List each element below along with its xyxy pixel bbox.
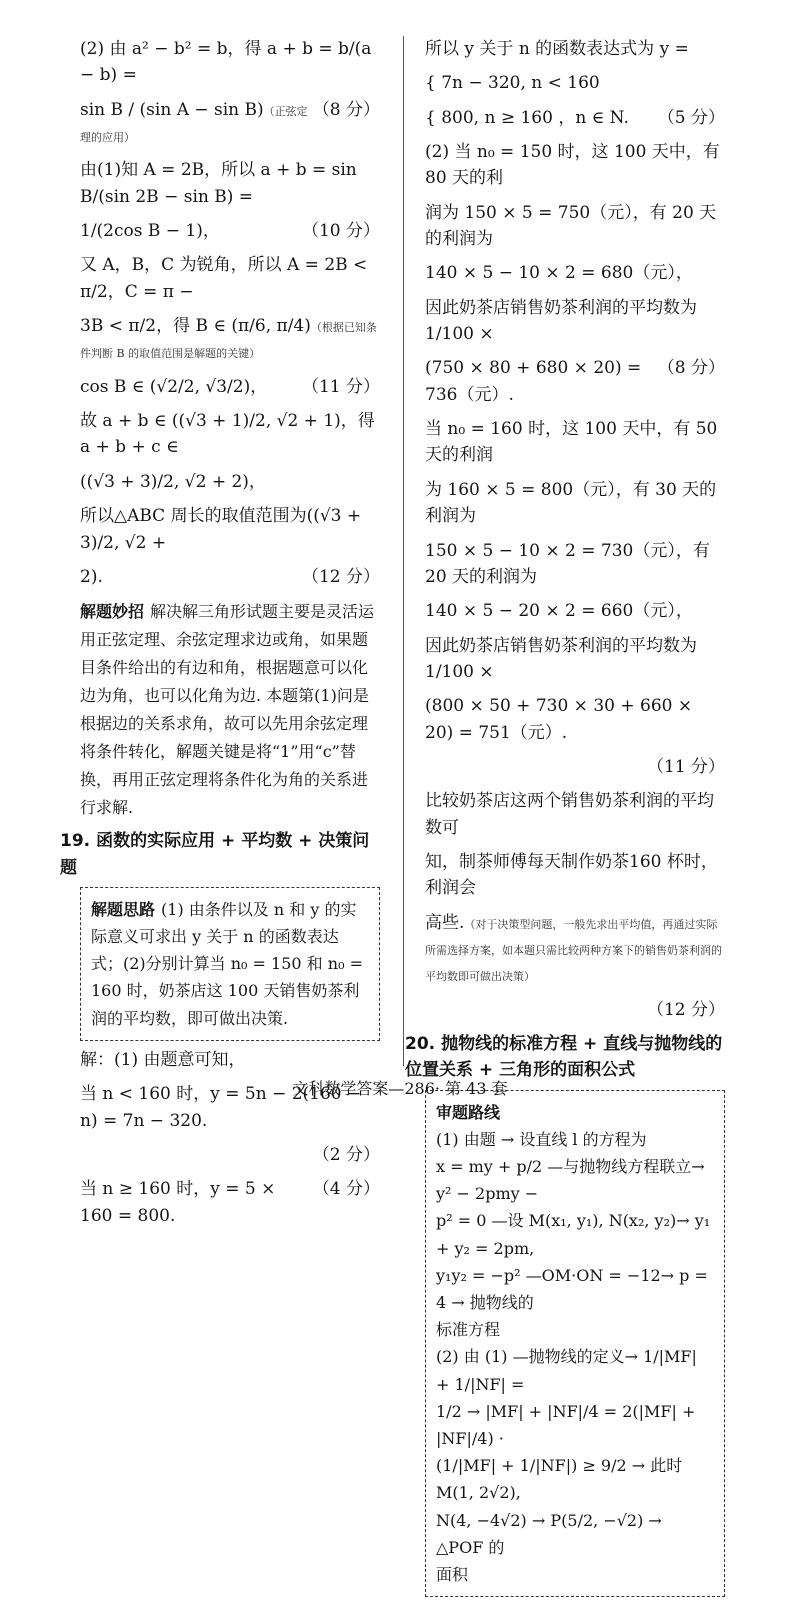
route-line: x = my + p/2 —与抛物线方程联立→ y² − 2pmy −: [436, 1157, 705, 1204]
text-line: [80, 252, 380, 305]
route-line: (2) 由 (1) —抛物线的定义→ 1/|MF| + 1/|NF| =: [436, 1347, 697, 1394]
question-19-title: 19. 函数的实际应用 + 平均数 + 决策问题: [60, 831, 370, 878]
line-text: 知，制茶师傅每天制作奶茶160 杯时，利润会: [425, 851, 718, 899]
line-text: (2) 当 n₀ = 150 时，这 100 天中，有 80 天的利: [425, 142, 720, 189]
line-text: 高些.: [425, 912, 465, 933]
text-line: [80, 374, 380, 400]
line-text: 润为 150 × 5 = 750（元），有 20 天的利润为: [425, 202, 717, 250]
score-label: （11 分）: [646, 756, 725, 777]
text-line: [425, 598, 725, 624]
text-line: [425, 105, 725, 131]
line-text: 因此奶茶店销售奶茶利润的平均数为 1/100 ×: [425, 297, 697, 345]
text-line: [425, 910, 725, 989]
route-line: 面积: [436, 1564, 469, 1584]
text-line: [425, 355, 725, 408]
text-line: [425, 139, 725, 192]
solution-19-part2: [425, 36, 725, 1023]
line-text: 1/(2cos B − 1)，: [80, 221, 220, 242]
score-label: （10 分）: [301, 221, 380, 242]
line-text: cos B ∈ (√2/2, √3/2)，: [80, 376, 268, 397]
route-line: p² = 0 —设 M(x₁, y₁), N(x₂, y₂)→ y₁ + y₂ = 2pm,: [436, 1211, 711, 1258]
text-line: [80, 157, 380, 210]
text-line: [80, 313, 380, 366]
text-line: [80, 97, 380, 150]
text-line: [80, 408, 380, 461]
solution-18-part2: [80, 36, 380, 590]
text-line: [80, 1047, 380, 1073]
line-text: 又 A，B，C 为锐角，所以 A = 2B < π/2，C = π −: [80, 255, 368, 302]
question-number: 20.: [405, 1034, 436, 1054]
line-text: 140 × 5 − 10 × 2 = 680（元），: [425, 263, 693, 284]
route-line: 1/2 → |MF| + |NF|/4 = 2(|MF| + |NF|/4) ·: [436, 1401, 696, 1448]
line-text: 故 a + b ∈ ((√3 + 1)/2, √2 + 1)，得 a + b + c ∈: [80, 411, 375, 458]
score-label: （8 分）: [657, 358, 725, 379]
line-text: 2).: [80, 566, 103, 587]
left-column: [60, 36, 380, 1237]
score-label: （8 分）: [312, 99, 380, 120]
line-text: (750 × 80 + 680 × 20) = 736（元）.: [425, 358, 642, 405]
line-text: 3B < π/2，得 B ∈ (π/6, π/4): [80, 316, 311, 337]
score-label: （4 分）: [312, 1179, 380, 1200]
text-line: [425, 849, 725, 902]
text-line: [80, 469, 380, 495]
box-label: 审题路线: [436, 1102, 501, 1122]
line-text: 为 160 × 5 = 800（元），有 30 天的利润为: [425, 479, 717, 527]
line-text: 由(1)知 A = 2B，所以 a + b = sin B/(sin 2B − sin B) =: [80, 160, 357, 207]
solution-approach-box: [80, 887, 380, 1041]
line-text: sin B / (sin A − sin B): [80, 99, 264, 120]
route-line: 标准方程: [436, 1320, 501, 1340]
line-text: 比较奶茶店这两个销售奶茶利润的平均数可: [425, 791, 714, 838]
text-line: [425, 788, 725, 841]
line-text: ((√3 + 3)/2, √2 + 2)，: [80, 471, 266, 492]
solving-tip: [80, 598, 380, 822]
text-line: [425, 477, 725, 530]
line-text: 140 × 5 − 20 × 2 = 660（元），: [425, 601, 693, 622]
score-label: （2 分）: [312, 1144, 380, 1165]
page-footer: 文科数学答案—286· 第 43 套: [292, 1079, 508, 1099]
line-text: 150 × 5 − 10 × 2 = 730（元），有 20 天的利润为: [425, 540, 710, 587]
text-line: [80, 1176, 380, 1229]
annotation-note: （根据已知条件判断 B 的取值范围是解题的关键）: [80, 321, 377, 361]
text-line: [425, 693, 725, 746]
text-line: [425, 416, 725, 469]
score-label: （12 分）: [301, 566, 380, 587]
right-column: [405, 36, 725, 1603]
route-line: (1/|MF| + 1/|NF|) ≥ 9/2 → 此时 M(1, 2√2),: [436, 1456, 683, 1503]
box-text: (1) 由条件以及 n 和 y 的实际意义可求出 y 关于 n 的函数表达式；(2)分别计算当 n₀ = 150 和 n₀ = 160 时，奶茶店这 100 天销售奶茶利润的平均数，即可做出决策.: [91, 899, 363, 1028]
line-text: { 800, n ≥ 160 ，n ∈ N.: [425, 107, 629, 128]
problem-route-box: [425, 1090, 725, 1597]
question-number: 19.: [60, 831, 91, 852]
text-line: [425, 295, 725, 348]
question-20-title: 20. 抛物线的标准方程 + 直线与抛物线的位置关系 + 三角形的面积公式: [405, 1034, 723, 1081]
line-text: (2) 由 a² − b² = b，得 a + b = b/(a − b) =: [80, 39, 372, 86]
line-text: 当 n₀ = 160 时，这 100 天中，有 50 天的利润: [425, 419, 718, 466]
score-label: （5 分）: [657, 107, 725, 128]
route-line: N(4, −4√2) → P(5/2, −√2) → △POF 的: [436, 1510, 662, 1557]
column-divider: [403, 36, 404, 1066]
text-line: [80, 1142, 380, 1168]
solution-19-part1: [80, 1047, 380, 1229]
annotation-note: （对于决策型问题，一般先求出平均值，再通过实际所需选择方案，如本题只需比较两种方案下的销售奶茶利润的平均数即可做出决策）: [425, 917, 722, 984]
line-text: 当 n ≥ 160 时，y = 5 × 160 = 800.: [80, 1179, 276, 1226]
text-line: [425, 36, 725, 62]
route-line: y₁y₂ = −p² —OM·ON = −12→ p = 4 → 抛物线的: [436, 1265, 708, 1312]
score-label: （12 分）: [646, 999, 725, 1020]
line-text: 所以△ABC 周长的取值范围为((√3 + 3)/2, √2 +: [80, 506, 362, 553]
line-text: { 7n − 320, n < 160: [425, 73, 600, 94]
line-text: 因此奶茶店销售奶茶利润的平均数为 1/100 ×: [425, 635, 697, 682]
box-label: 解题思路: [91, 899, 156, 919]
text-line: [425, 260, 725, 286]
text-line: [80, 36, 380, 89]
text-line: [425, 538, 725, 591]
text-line: [80, 218, 380, 244]
text-line: [425, 754, 725, 780]
text-line: [425, 200, 725, 253]
text-line: [425, 633, 725, 686]
tip-label: 解题妙招: [80, 602, 145, 622]
annotation-note: （正弦定理的应用）: [80, 104, 308, 145]
score-label: （11 分）: [301, 376, 380, 397]
text-line: [80, 503, 380, 556]
route-line: (1) 由题 → 设直线 l 的方程为: [436, 1129, 647, 1149]
line-text: 当 n < 160 时，y = 5n − 2(160 − n) = 7n − 320.: [80, 1084, 362, 1131]
text-line: [425, 70, 725, 96]
text-line: [425, 997, 725, 1023]
line-text: (800 × 50 + 730 × 30 + 660 × 20) = 751（元）.: [425, 696, 693, 743]
line-text: 解：(1) 由题意可知，: [80, 1049, 246, 1070]
line-text: 所以 y 关于 n 的函数表达式为 y =: [425, 39, 689, 59]
tip-text: 解决解三角形试题主要是灵活运用正弦定理、余弦定理求边或角，如果题目条件给出的有边和角，根据题意可以化边为角，也可以化角为边. 本题第(1)问是根据边的关系求角，故可以先用余弦定理将条件转化，解题关键是将“1”用“c”替换，再用正弦定理将条件化为角的关系进行求解.: [80, 602, 375, 818]
text-line: [80, 564, 380, 590]
